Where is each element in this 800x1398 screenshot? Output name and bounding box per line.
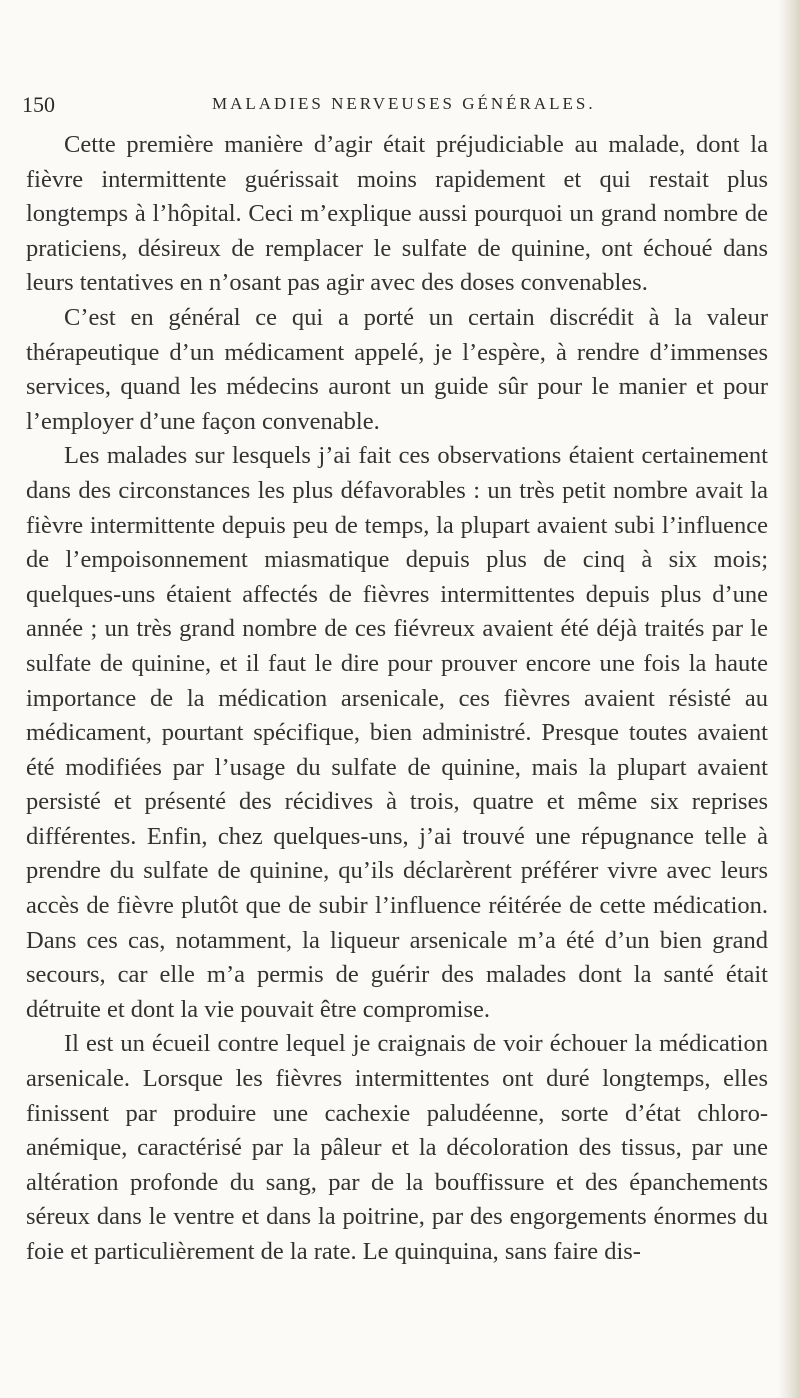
page-edge-shadow [778, 0, 800, 1398]
paragraph-4: Il est un écueil contre lequel je craignais de voir échouer la médication arsenicale. Lorsque les fièvres intermittentes ont duré longtemps, elles finissent par produire une cachexie paludéenne, sorte d’état chloro-anémique, caractérisé par la pâleur et la décoloration des tissus, par une altération profonde du sang, par de la bouffissure et des épanchements séreux dans le ventre et dans la poitrine, par des engorgements énormes du foie et particulièrement de la rate. Le quinquina, sans faire dis- [26, 1030, 768, 1265]
running-head: MALADIES NERVEUSES GÉNÉRALES. [212, 94, 596, 113]
paragraph-2: C’est en général ce qui a porté un certain discrédit à la valeur thérapeutique d’un médicament appelé, je l’espère, à rendre d’immenses services, quand les médecins auront un guide sûr pour le manier et pour l’employer d’une façon convenable. [26, 303, 768, 435]
paragraph-3: Les malades sur lesquels j’ai fait ces observations étaient certainement dans des circonstances les plus défavorables : un très petit nombre avait la fièvre intermittente depuis peu de temps, la plupart avaient subi l’influence de l’empoisonnement miasmatique depuis plus de cinq à six mois; quelques-uns étaient affectés de fièvres intermittentes depuis plus d’une année ; un très grand nombre de ces fiévreux avaient été déjà traités par le sulfate de quinine, et il faut le dire pour prouver encore une fois la haute importance de la médication arsenicale, ces fièvres avaient résisté au médicament, pourtant spécifique, bien administré. Presque toutes avaient été modifiées par l’usage du sulfate de quinine, mais la plupart avaient persisté et présenté des récidives à trois, quatre et même six reprises différentes. Enfin, chez quelques-uns, j’ai trouvé une répugnance telle à prendre du sulfate de quinine, qu’ils déclarèrent préférer vivre avec leurs accès de fièvre plutôt que de subir l’influence réitérée de cette médication. Dans ces cas, notamment, la liqueur arsenicale m’a été d’un bien grand secours, car elle m’a permis de guérir des malades dont la santé était détruite et dont la vie pouvait être compromise. [26, 442, 768, 1023]
page-header [22, 92, 762, 120]
paragraph-1: Cette première manière d’agir était préjudiciable au malade, dont la fièvre intermittente guérissait moins rapidement et qui restait plus longtemps à l’hôpital. Ceci m’explique aussi pourquoi un grand nombre de praticiens, désireux de remplacer le sulfate de quinine, ont échoué dans leurs tentatives en n’osant pas agir avec des doses convenables. [26, 131, 768, 297]
page-number: 150 [22, 92, 55, 117]
body-text [26, 128, 768, 1270]
